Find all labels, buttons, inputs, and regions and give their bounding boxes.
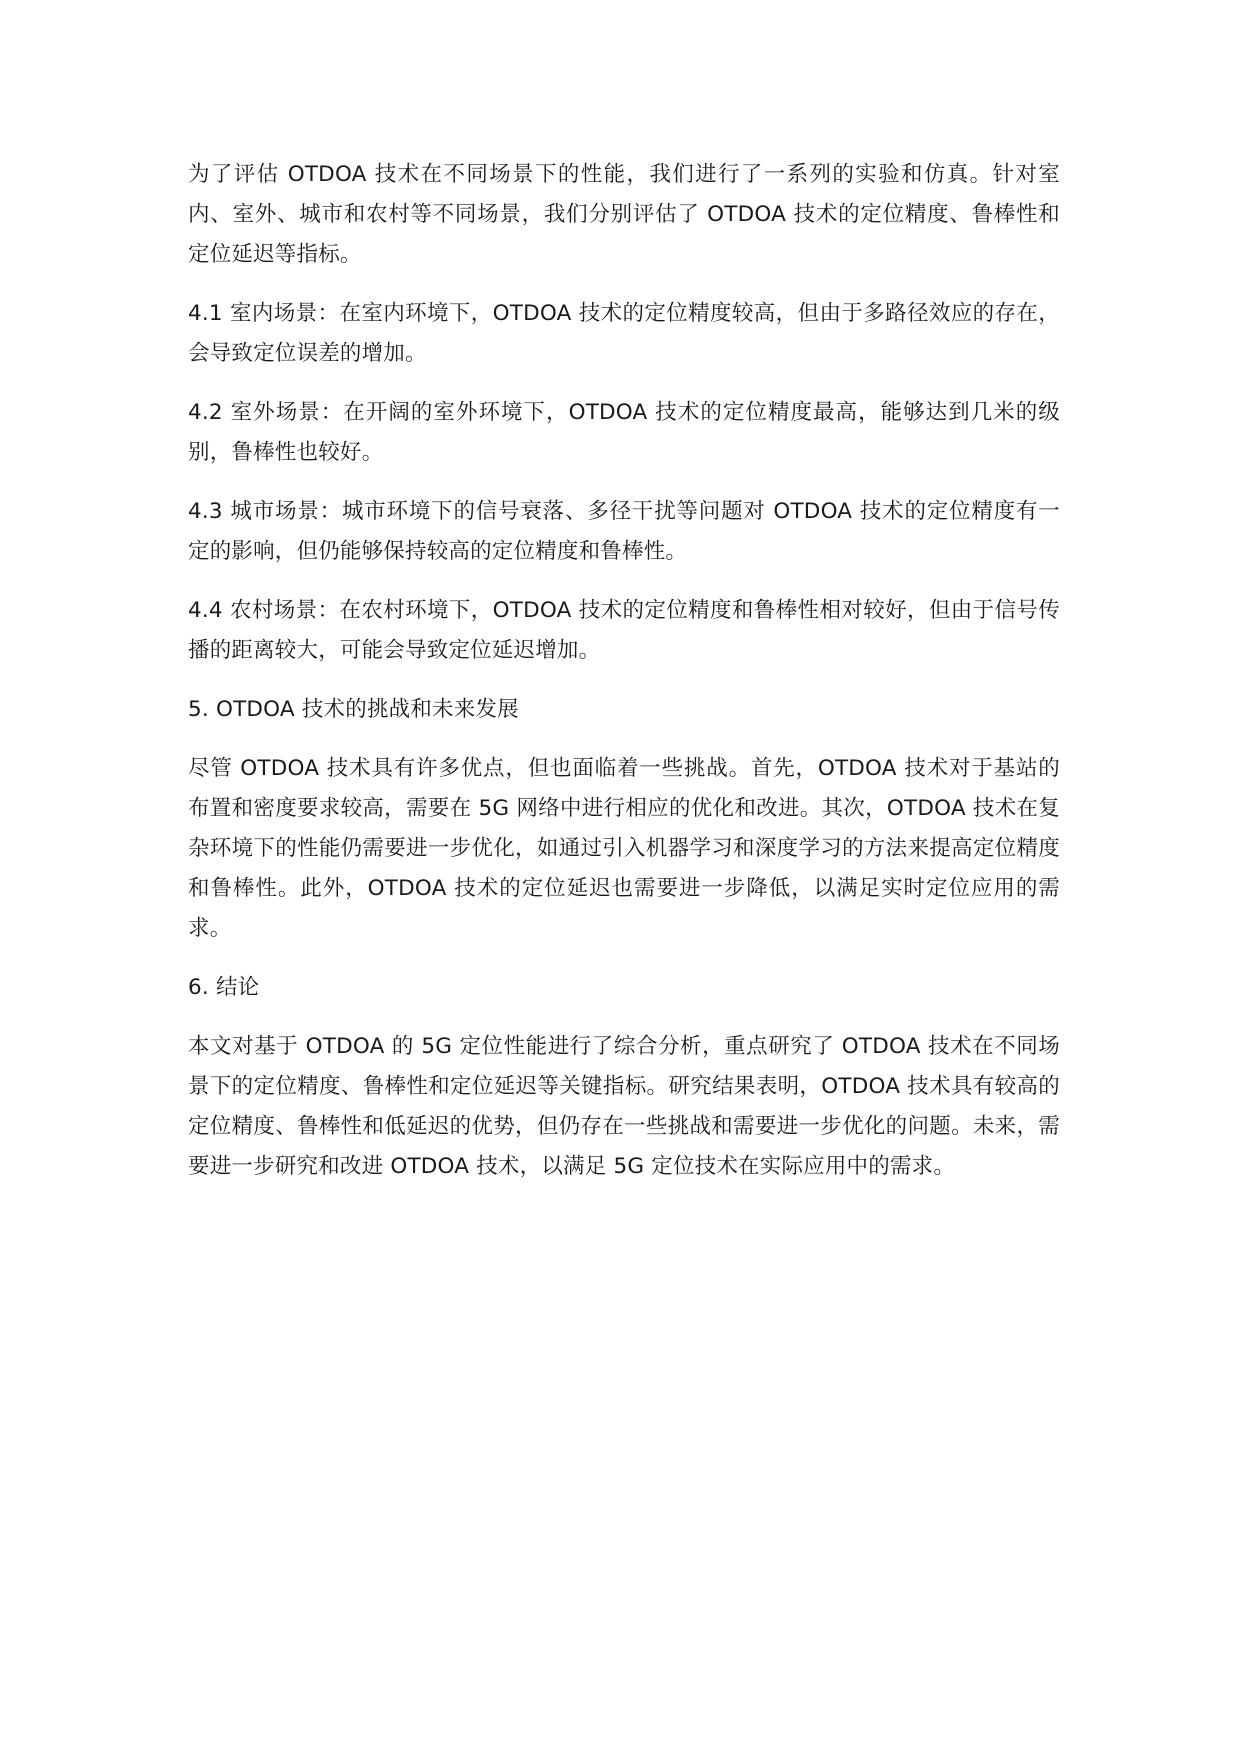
indoor-scenario-paragraph: 4.1 室内场景：在室内环境下，OTDOA 技术的定位精度较高，但由于多路径效应的存在，会导致定位误差的增加。 <box>188 301 1060 366</box>
intro-paragraph: 为了评估 OTDOA 技术在不同场景下的性能，我们进行了一系列的实验和仿真。针对室内、室外、城市和农村等不同场景，我们分别评估了 OTDOA 技术的定位精度、鲁棒性和定位延迟等指标。 <box>188 162 1060 267</box>
conclusion-paragraph: 本文对基于 OTDOA 的 5G 定位性能进行了综合分析，重点研究了 OTDOA 技术在不同场景下的定位精度、鲁棒性和定位延迟等关键指标。研究结果表明，OTDOA 技术具有较高的定位精度、鲁棒性和低延迟的优势，但仍存在一些挑战和需要进一步优化的问题。未来，需要进一步研究和改进 OTDOA 技术，以满足 5G 定位技术在实际应用中的需求。 <box>188 1034 1060 1179</box>
challenges-paragraph: 尽管 OTDOA 技术具有许多优点，但也面临着一些挑战。首先，OTDOA 技术对于基站的布置和密度要求较高，需要在 5G 网络中进行相应的优化和改进。其次，OTDOA 技术在复杂环境下的性能仍需要进一步优化，如通过引入机器学习和深度学习的方法来提高定位精度和鲁棒性。此外，OTDOA 技术的定位延迟也需要进一步降低，以满足实时定位应用的需求。 <box>188 756 1060 941</box>
urban-scenario-paragraph: 4.3 城市场景：城市环境下的信号衰落、多径干扰等问题对 OTDOA 技术的定位精度有一定的影响，但仍能够保持较高的定位精度和鲁棒性。 <box>188 499 1060 564</box>
section-6-heading: 6. 结论 <box>188 975 260 1000</box>
outdoor-scenario-paragraph: 4.2 室外场景：在开阔的室外环境下，OTDOA 技术的定位精度最高，能够达到几米的级别，鲁棒性也较好。 <box>188 400 1060 465</box>
document-body <box>188 155 1060 1206</box>
section-5-heading: 5. OTDOA 技术的挑战和未来发展 <box>188 697 519 722</box>
rural-scenario-paragraph: 4.4 农村场景：在农村环境下，OTDOA 技术的定位精度和鲁棒性相对较好，但由于信号传播的距离较大，可能会导致定位延迟增加。 <box>188 598 1060 663</box>
